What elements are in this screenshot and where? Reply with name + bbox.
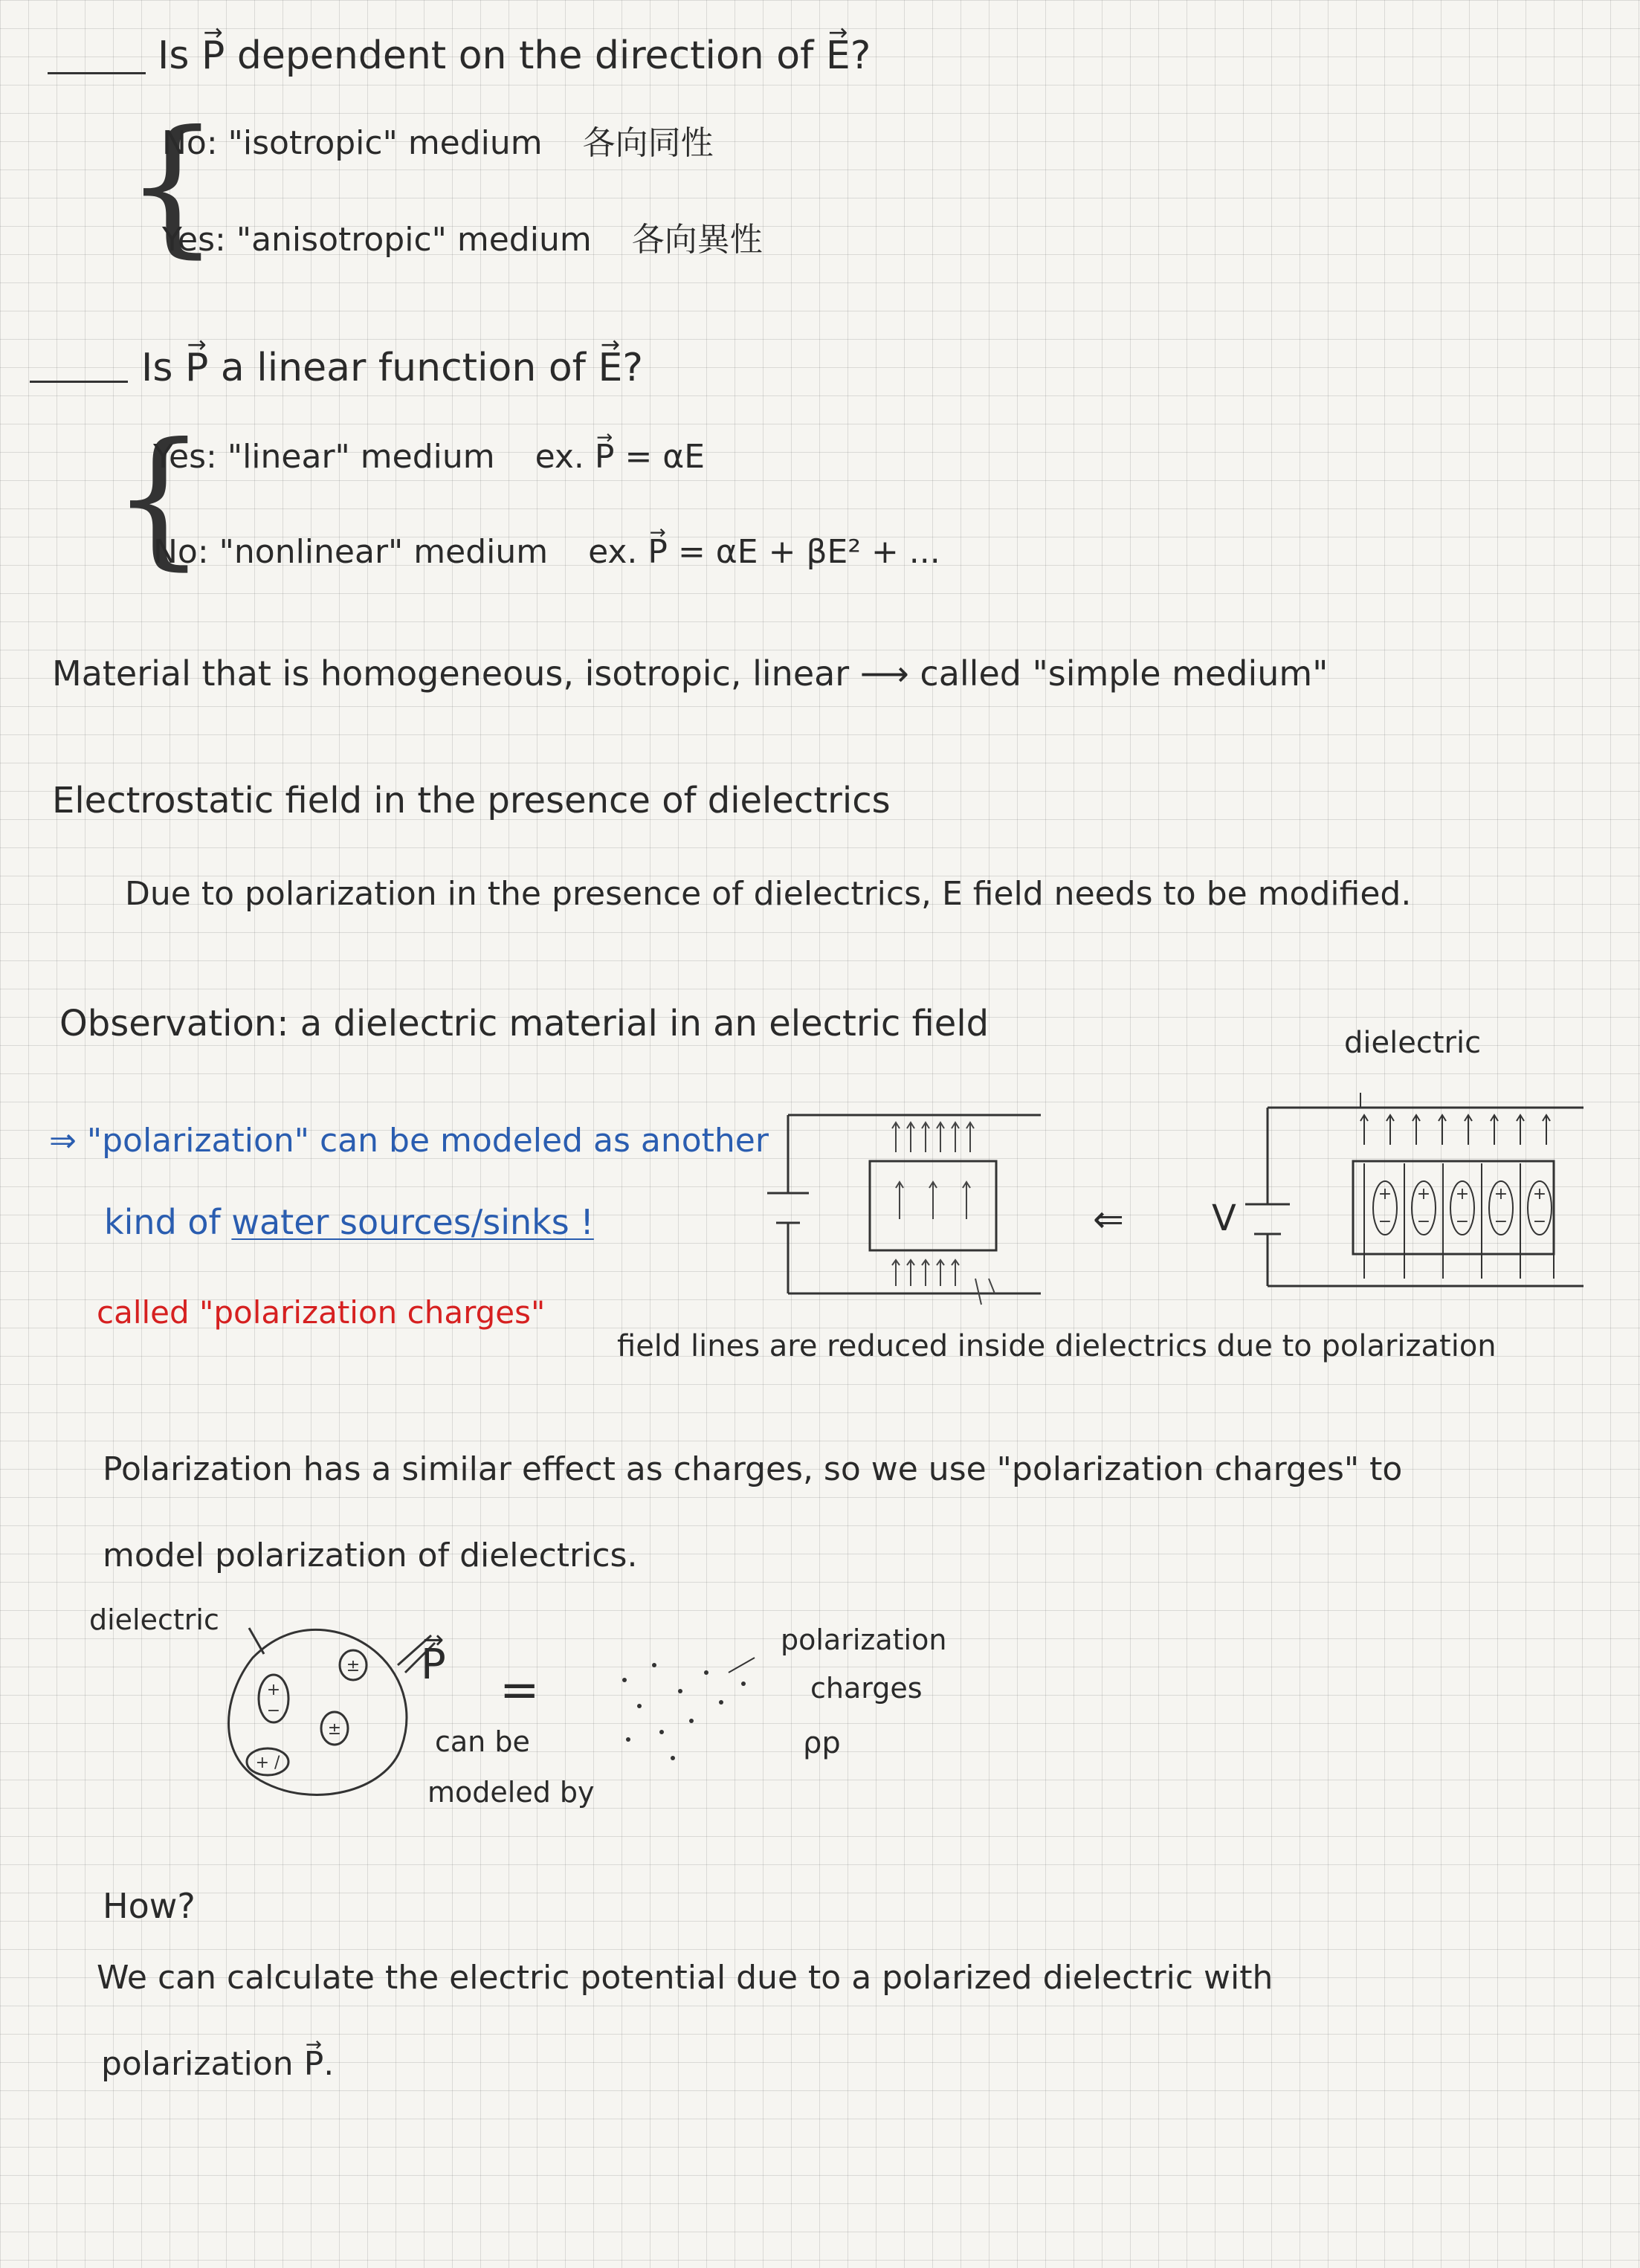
anisotropic-line: Yes: "anisotropic" medium 各向異性: [162, 221, 763, 259]
electrostatic-heading: Electrostatic field in the presence of dielectrics: [52, 780, 891, 821]
question-p-linear: Is → P a linear function of → E?: [141, 346, 643, 391]
svg-text:+: +: [1378, 1185, 1392, 1204]
capacitor-diagram-right: [1234, 1093, 1621, 1301]
capacitor-diagram-left: [758, 1100, 1145, 1316]
svg-text:−: −: [1532, 1212, 1547, 1231]
simple-medium-line: Material that is homogeneous, isotropic, linear ⟶ called "simple medium": [52, 653, 1329, 694]
svg-text:+ /: + /: [255, 1754, 280, 1772]
svg-text:+: +: [1416, 1185, 1431, 1204]
can-be-modeled-line2: modeled by: [427, 1776, 595, 1809]
svg-text:+: +: [1494, 1185, 1508, 1204]
vector-p-label: → P: [421, 1641, 446, 1689]
polarization-model-note-line1: ⇒ "polarization" can be modeled as another: [49, 1122, 769, 1160]
svg-text:−: −: [1416, 1212, 1431, 1231]
svg-text:+: +: [266, 1681, 281, 1699]
brace: {: [125, 99, 220, 272]
equals-sign: =: [500, 1663, 540, 1718]
dielectric-blob-diagram: [208, 1613, 446, 1806]
how-question: How?: [103, 1886, 196, 1926]
svg-text:−: −: [1494, 1212, 1508, 1231]
svg-text:−: −: [266, 1702, 281, 1720]
polarization-paragraph-line2: model polarization of dielectrics.: [103, 1537, 638, 1574]
nonlinear-line: No: "nonlinear" medium ex. → P = αE + βE² + ...: [153, 534, 940, 572]
svg-text:+: +: [1455, 1185, 1470, 1204]
svg-text:−: −: [1378, 1212, 1392, 1231]
voltage-label: V: [1212, 1198, 1236, 1239]
svg-text:±: ±: [346, 1657, 361, 1676]
bullet-dash: [48, 72, 146, 74]
polarization-charges-label-line2: charges: [810, 1672, 923, 1705]
observation-line: Observation: a dielectric material in an electric field: [59, 1003, 990, 1044]
isotropic-line: No: "isotropic" medium 各向同性: [162, 124, 714, 162]
svg-text:±: ±: [327, 1720, 342, 1739]
scattered-charges-dots: [610, 1650, 758, 1769]
svg-text:+: +: [1532, 1185, 1547, 1204]
polarization-charges-note: called "polarization charges": [97, 1294, 546, 1331]
brace: {: [112, 411, 207, 584]
arrow-between-diagrams: ⇐: [1093, 1198, 1124, 1241]
question-p-direction: Is → P dependent on the direction of → E?: [158, 34, 871, 79]
rho-p-label: ρp: [803, 1726, 841, 1760]
dielectric-label: dielectric: [1344, 1026, 1482, 1060]
field-lines-caption: field lines are reduced inside dielectrics due to polarization: [617, 1329, 1497, 1363]
polarization-paragraph-line1: Polarization has a similar effect as charges, so we use "polarization charges" to: [103, 1450, 1403, 1488]
polarization-charges-label-line1: polarization: [781, 1624, 947, 1656]
linear-line: Yes: "linear" medium ex. → P = αE: [153, 439, 705, 476]
due-to-polarization-line: Due to polarization in the presence of dielectrics, E field needs to be modified.: [125, 875, 1412, 913]
final-line2: polarization → P.: [101, 2046, 334, 2084]
bullet-dash: [30, 381, 128, 383]
svg-text:−: −: [1455, 1212, 1470, 1231]
can-be-modeled-line1: can be: [435, 1725, 530, 1758]
polarization-model-note-line2: kind of water sources/sinks !: [104, 1202, 594, 1242]
final-line1: We can calculate the electric potential due to a polarized dielectric with: [97, 1959, 1273, 1997]
dielectric-label-2: dielectric: [89, 1603, 219, 1636]
